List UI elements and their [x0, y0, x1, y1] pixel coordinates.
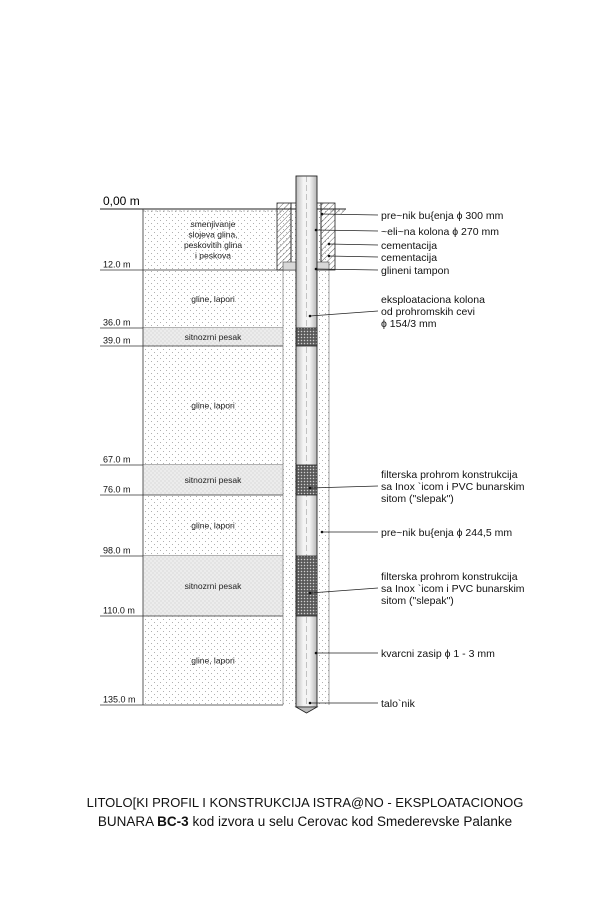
layer-3: [100, 328, 283, 346]
layer-1: [100, 209, 283, 270]
caption-well-id: BC-3: [157, 814, 189, 829]
layer-description: sitnozrni pesak: [184, 581, 242, 591]
caption-suffix: kod izvora u selu Cerovac kod Smederevske Palanke: [192, 814, 513, 829]
caption-prefix: BUNARA: [97, 814, 154, 829]
depth-label: 110.0 m: [103, 605, 135, 616]
layer-description: sitnozrni pesak: [184, 332, 242, 342]
leader-line: [329, 256, 378, 257]
layer-description: smenjivanje: [190, 218, 236, 229]
leader-dot: [315, 652, 318, 655]
layer-6: [100, 495, 283, 556]
annotation-text: sa Inox `icom i PVC bunarskim: [381, 583, 525, 595]
leader-dot: [315, 229, 318, 232]
annotations: [309, 210, 525, 710]
annotation-1: [321, 210, 504, 222]
depth-label: 67.0 m: [103, 454, 131, 465]
leader-dot: [321, 213, 324, 216]
depth-label: 12.0 m: [103, 259, 131, 270]
leader-dot: [328, 243, 331, 246]
layer-8: [100, 616, 283, 705]
leader-dot: [321, 531, 324, 534]
annotation-text: filterska prohrom konstrukcija: [381, 469, 518, 481]
depth-label: 135.0 m: [103, 694, 136, 705]
annotation-text: filterska prohrom konstrukcija: [381, 571, 518, 583]
layer-description: gline, lapori: [191, 655, 235, 666]
layer-description: gline, lapori: [191, 520, 235, 531]
annotation-3: [328, 240, 437, 252]
annotation-text: cementacija: [381, 252, 438, 264]
annotation-6: [309, 294, 485, 330]
annotation-text: kvarcni zasip ϕ 1 - 3 mm: [381, 648, 495, 660]
filter-screen-2: [296, 465, 317, 495]
leader-dot: [315, 268, 318, 271]
leader-dot: [309, 592, 312, 595]
depth-label: 36.0 m: [103, 317, 131, 328]
filter-screen-3: [296, 556, 317, 616]
annotation-text: pre~nik bu{enja ϕ 300 mm: [381, 210, 504, 222]
annotation-text: ~eli~na kolona ϕ 270 mm: [381, 226, 499, 238]
leader-dot: [309, 702, 312, 705]
surface-depth-label: 0,00 m: [103, 194, 140, 208]
annotation-text: sitom ("slepak"): [381, 493, 454, 505]
annotation-4: [328, 252, 437, 264]
cementation-left: [277, 203, 291, 270]
well-construction: [277, 176, 346, 713]
annotation-text: glineni tampon: [381, 265, 450, 277]
layer-description: peskovitih glina: [183, 239, 243, 250]
annotation-2: [315, 226, 500, 238]
layer-4: [100, 346, 283, 465]
leader-dot: [309, 487, 312, 490]
annotation-9: [309, 571, 525, 607]
layer-2: [100, 270, 283, 328]
lithology-column: [100, 209, 283, 705]
layer-5: [100, 465, 283, 495]
layer-description: slojeva glina,: [188, 229, 238, 240]
annotation-text: pre~nik bu{enja ϕ 244,5 mm: [381, 527, 513, 539]
filter-screen-1: [296, 328, 317, 346]
depth-label: 98.0 m: [103, 545, 131, 556]
sump-bottom: [296, 707, 317, 713]
caption-line-1: LITOLO[KI PROFIL I KONSTRUKCIJA ISTRA@NO - EKSPLOATACIONOG: [86, 795, 524, 810]
leader-line: [329, 244, 378, 245]
depth-label: 39.0 m: [103, 335, 131, 346]
annotation-text: eksploataciona kolona: [381, 294, 485, 306]
layer-description: gline, lapori: [191, 294, 235, 304]
annotation-text: sitom ("slepak"): [381, 595, 454, 607]
annotation-8: [321, 527, 513, 539]
annotation-text: cementacija: [381, 240, 438, 252]
leader-dot: [328, 255, 331, 258]
layer-7: [100, 556, 283, 616]
annotation-text: od prohromskih cevi: [381, 306, 475, 318]
surface-hatch: [332, 209, 346, 214]
caption-line-2: [0, 814, 610, 829]
annotation-7: [309, 469, 525, 505]
depth-label: 76.0 m: [103, 484, 131, 495]
annotation-10: [315, 648, 495, 660]
annotation-text: sa Inox `icom i PVC bunarskim: [381, 481, 525, 493]
annotation-text: talo`nik: [381, 698, 415, 710]
leader-dot: [309, 315, 312, 318]
layer-description: gline, lapori: [191, 400, 235, 411]
annotation-text: ϕ 154/3 mm: [381, 318, 437, 330]
layer-description: i peskova: [195, 250, 231, 261]
layer-description: sitnozrni pesak: [184, 475, 242, 485]
